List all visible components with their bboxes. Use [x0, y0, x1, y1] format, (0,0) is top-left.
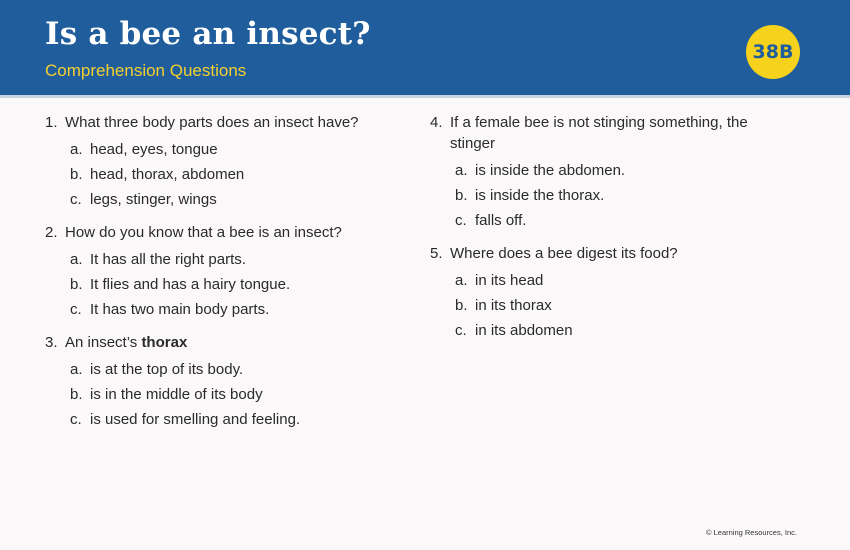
answer-option: [70, 407, 405, 432]
option-letter: c.: [70, 411, 82, 428]
question-number: 5.: [430, 245, 443, 262]
option-text: It has all the right parts.: [90, 251, 246, 268]
question-4: [430, 112, 790, 233]
answer-option: [455, 318, 790, 343]
option-text: legs, stinger, wings: [90, 191, 217, 208]
answer-option: [70, 162, 405, 187]
option-text: in its head: [475, 272, 544, 289]
answer-option: [70, 272, 405, 297]
question-number: 3.: [45, 334, 58, 351]
option-text: is inside the abdomen.: [475, 162, 626, 179]
answer-option: [70, 382, 405, 407]
answer-options: [455, 268, 790, 343]
card-header: [0, 0, 850, 96]
answer-options: [455, 158, 790, 233]
option-text: falls off.: [475, 212, 527, 229]
option-text: in its thorax: [475, 297, 552, 314]
question-5: [430, 243, 790, 343]
question-1: [45, 112, 405, 212]
answer-options: [70, 357, 405, 432]
question-text: What three body parts does an insect have?: [65, 114, 359, 131]
option-letter: a.: [455, 272, 468, 289]
option-letter: b.: [70, 386, 83, 403]
card-number-badge: 38B: [746, 25, 800, 79]
answer-option: [455, 158, 790, 183]
left-question-column: [45, 112, 405, 442]
answer-options: [70, 137, 405, 212]
option-letter: c.: [455, 322, 467, 339]
option-letter: a.: [70, 251, 83, 268]
answer-option: [455, 293, 790, 318]
option-text: is inside the thorax.: [475, 187, 605, 204]
answer-option: [70, 137, 405, 162]
option-text: head, eyes, tongue: [90, 141, 218, 158]
option-letter: a.: [70, 361, 83, 378]
page-subtitle: Comprehension Questions: [45, 61, 247, 80]
option-letter: c.: [455, 212, 467, 229]
option-letter: c.: [70, 301, 82, 318]
option-letter: b.: [455, 187, 468, 204]
copyright-notice: © Learning Resources, Inc.: [706, 528, 797, 537]
answer-option: [455, 208, 790, 233]
answer-option: [70, 247, 405, 272]
question-text-bold-term: thorax: [141, 334, 188, 351]
option-letter: b.: [70, 166, 83, 183]
option-letter: a.: [455, 162, 468, 179]
question-text: If a female bee is not stinging something, the stinger: [450, 114, 748, 152]
answer-options: [70, 247, 405, 322]
answer-option: [70, 297, 405, 322]
option-letter: a.: [70, 141, 83, 158]
question-text: How do you know that a bee is an insect?: [65, 224, 342, 241]
question-3: [45, 332, 405, 432]
option-letter: b.: [70, 276, 83, 293]
question-number: 1.: [45, 114, 58, 131]
page-title: Is a bee an insect?: [45, 16, 371, 52]
option-text: in its abdomen: [475, 322, 573, 339]
option-letter: c.: [70, 191, 82, 208]
question-2: [45, 222, 405, 322]
option-letter: b.: [455, 297, 468, 314]
answer-option: [70, 187, 405, 212]
question-number: 2.: [45, 224, 58, 241]
answer-option: [455, 183, 790, 208]
question-text-prefix: An insect’s: [65, 334, 142, 351]
option-text: is used for smelling and feeling.: [90, 411, 301, 428]
option-text: It flies and has a hairy tongue.: [90, 276, 291, 293]
question-text: Where does a bee digest its food?: [450, 245, 678, 262]
option-text: is at the top of its body.: [90, 361, 244, 378]
answer-option: [455, 268, 790, 293]
question-text: [65, 332, 405, 353]
right-question-column: [430, 112, 790, 353]
option-text: It has two main body parts.: [90, 301, 270, 318]
option-text: head, thorax, abdomen: [90, 166, 245, 183]
question-number: 4.: [430, 114, 443, 131]
answer-option: [70, 357, 405, 382]
option-text: is in the middle of its body: [90, 386, 263, 403]
